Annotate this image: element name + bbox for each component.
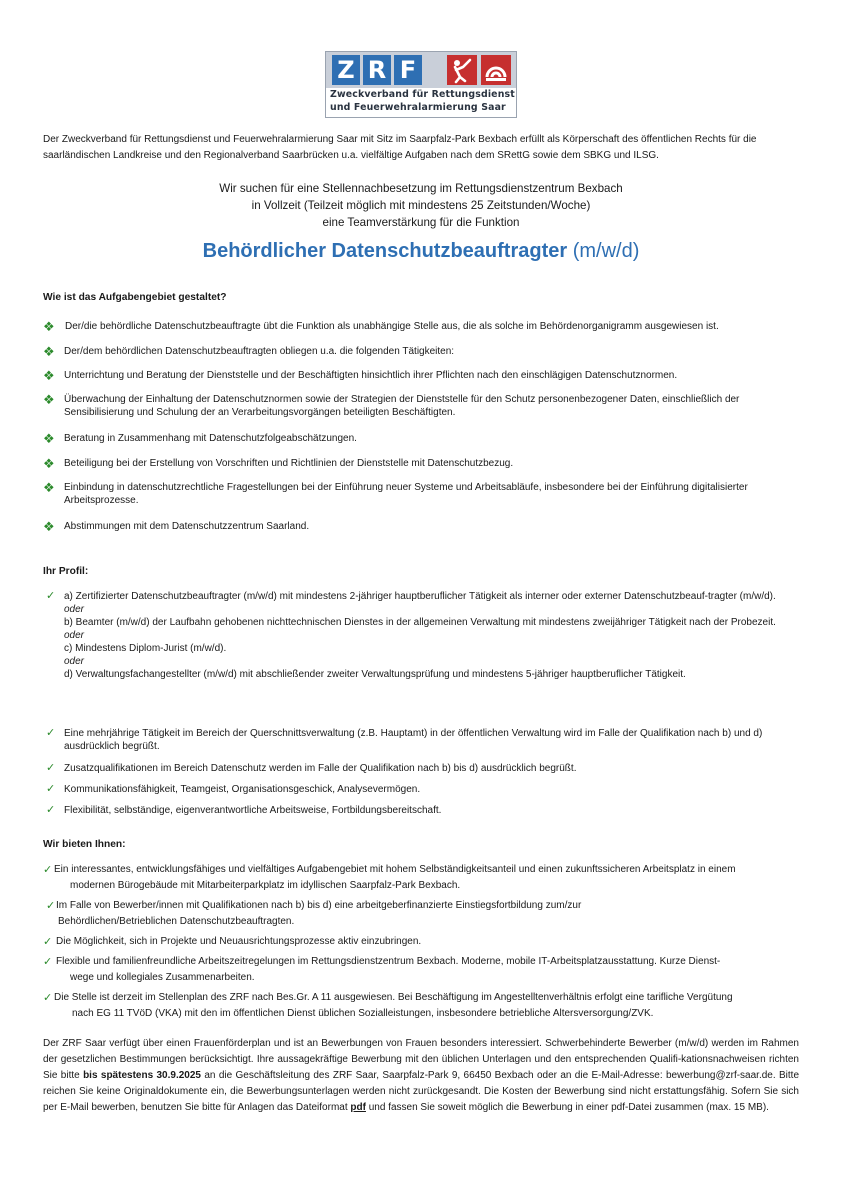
checkmark-icon: ✓: [46, 804, 56, 816]
diamond-bullet-icon: ❖: [43, 392, 55, 407]
checkmark-icon: ✓: [43, 864, 53, 876]
zrf-logo: [325, 51, 517, 118]
qualification-b: b) Beamter (m/w/d) der Laufbahn gehobenen nichttechnischen Dienstes in der allgemeinen Verwaltung mit mindestens zweijähriger Tätigkeit nach der Probezeit.: [64, 617, 776, 628]
checkmark-icon: ✓: [43, 992, 53, 1004]
task-text: Unterrichtung und Beratung der Dienststelle und der Beschäftigten hinsichtlich ihrer Pflichten nach den einschlägigen Datenschutznormen.: [64, 370, 678, 381]
task-text: Einbindung in datenschutzrechtliche Fragestellungen bei der Einführung neuer Systeme und Arbeitsabläufe, insbesondere bei der Einführung digitalisierter Arbeitsprozesse.: [64, 482, 748, 506]
offer-text: Ein interessantes, entwicklungsfähiges und vielfältiges Aufgabengebiet mit hohem Selbständigkeitsanteil und einen zukunftssicheren Arbeitsplatz in einem: [54, 864, 736, 875]
logo-letter-f: F: [394, 55, 422, 85]
job-title-suffix: (m/w/d): [572, 240, 640, 262]
notice-text: und fassen Sie soweit möglich die Bewerbung in einer pdf-Datei zusammen (max. 15 MB).: [365, 1102, 769, 1113]
logo-text-line2: und Feuerwehralarmierung Saar: [330, 102, 506, 113]
task-text: Der/die behördliche Datenschutzbeauftragte übt die Funktion als unabhängige Stelle aus, die als solche im Behördenorganigramm ausgewiesen ist.: [65, 321, 719, 332]
or-label: oder: [64, 656, 85, 667]
offer-text-cont: nach EG 11 TVöD (VKA) mit den im öffentlichen Dienst üblichen Sozialleistungen, insbesondere betriebliche Altersversorgung/ZVK.: [72, 1008, 654, 1019]
offer-text: Flexible und familienfreundliche Arbeitszeitregelungen im Rettungsdienstzentrum Bexbach. Moderne, mobile IT-Arbeitsplatzausstattung. Kurze Dienst-: [56, 956, 721, 967]
alarm-signal-icon: [481, 55, 511, 85]
diamond-bullet-icon: ❖: [43, 319, 55, 334]
task-text: Beratung in Zusammenhang mit Datenschutzfolgeabschätzungen.: [64, 433, 357, 444]
logo-text-line1: Zweckverband für Rettungsdienst: [330, 89, 515, 100]
job-title-main: Behördlicher Datenschutzbeauftragter: [202, 240, 568, 262]
profile-heading: Ihr Profil:: [43, 566, 89, 577]
offer-text: Die Möglichkeit, sich in Projekte und Neuausrichtungsprozesse aktiv einzubringen.: [56, 936, 422, 947]
offer-text-cont: Behördlichen/Betrieblichen Datenschutzbeauftragten.: [58, 916, 295, 927]
deadline: bis spätestens 30.9.2025: [83, 1070, 201, 1081]
profile-text: Zusatzqualifikationen im Bereich Datenschutz werden im Falle der Qualifikation nach b) bis d) ausdrücklich begrüßt.: [64, 763, 577, 774]
diamond-bullet-icon: ❖: [43, 368, 55, 383]
search-line-3: eine Teamverstärkung für die Funktion: [322, 216, 520, 229]
or-label: oder: [64, 630, 85, 641]
profile-text: Flexibilität, selbständige, eigenverantwortliche Arbeitsweise, Fortbildungsbereitschaft.: [64, 805, 442, 816]
diamond-bullet-icon: ❖: [43, 480, 55, 495]
profile-text: Eine mehrjährige Tätigkeit im Bereich der Querschnittsverwaltung (z.B. Hauptamt) in der öffentlichen Verwaltung wird im Falle der Qualifikation nach b) und d) ausdrücklich begrüßt.: [64, 728, 763, 752]
offer-text: Die Stelle ist derzeit im Stellenplan des ZRF nach Bes.Gr. A 11 ausgewiesen. Bei Beschäftigung im Angestelltenverhältnis erfolgt eine tarifliche Vergütung: [54, 992, 733, 1003]
checkmark-icon: ✓: [43, 936, 53, 948]
notice-text: Der ZRF Saar verfügt über einen Frauenförderplan und ist an Bewerbungen von Frauen besonders interessiert. Schwerbehinderte Bewerber (m/w/d) werden im Rahmen der gesetzlichen Bestimmungen berücksichtigt. Ihre aussagekräftige Bewerbung mit den üblichen Unterlagen und den entsprechenden Qualifi-kationsnachweisen richten Sie bitte: [43, 1038, 799, 1081]
task-text: Beteiligung bei der Erstellung von Vorschriften und Richtlinien der Dienststelle mit Datenschutzbezug.: [64, 458, 514, 469]
tasks-heading: Wie ist das Aufgabengebiet gestaltet?: [43, 292, 227, 303]
checkmark-icon: ✓: [46, 590, 56, 602]
diamond-bullet-icon: ❖: [43, 519, 55, 534]
application-notice: [43, 1036, 799, 1116]
rescue-person-icon: [447, 55, 477, 85]
task-text: Überwachung der Einhaltung der Datenschutznormen sowie der Strategien der Dienststelle für den Schutz personenbezogener Daten, einschließlich der Sensibilisierung und Schulung der an Verarbeitungsvorgängen beteiligten Beschäftigten.: [64, 394, 740, 418]
logo-letter-z: Z: [332, 55, 360, 85]
checkmark-icon: ✓: [46, 783, 56, 795]
offer-text: Im Falle von Bewerber/innen mit Qualifikationen nach b) bis d) eine arbeitgeberfinanzierte Einstiegsfortbildung zum/zur: [56, 900, 582, 911]
logo-letter-r: R: [363, 55, 391, 85]
qualification-options-text: [64, 590, 806, 681]
checkmark-icon: ✓: [46, 762, 56, 774]
diamond-bullet-icon: ❖: [43, 431, 55, 446]
intro-paragraph: Der Zweckverband für Rettungsdienst und Feuerwehralarmierung Saar mit Sitz im Saarpfalz-Park Bexbach erfüllt als Körperschaft des öffentlichen Rechts für die saarländischen Landkreise und den Regionalverband Saarbrücken u.a. vielfältige Aufgaben nach dem SRettG sowie dem SBKG und ILSG.: [43, 134, 757, 161]
job-title: [43, 240, 799, 263]
search-line-2: in Vollzeit (Teilzeit möglich mit mindestens 25 Zeitstunden/Woche): [251, 199, 591, 212]
notice-text: an die Geschäftsleitung des ZRF Saar, Saarpfalz-Park 9, 66450 Bexbach oder an die E-Mail-Adresse: bewerbung@zrf-saar.de. Bitte reichen Sie keine Originaldokumente ein, die Bewerbungsunterlagen werden nicht zurückgesandt. Die Kosten der Bewerbung sind nicht erstattungsfähig. Sofern Sie sich per E-Mail bewerben, benutzen Sie bitte für Anlagen das Dateiformat: [43, 1070, 800, 1113]
qualification-c: c) Mindestens Diplom-Jurist (m/w/d).: [64, 643, 227, 654]
file-format: pdf: [350, 1102, 366, 1113]
task-text: Der/dem behördlichen Datenschutzbeauftragten obliegen u.a. die folgenden Tätigkeiten:: [64, 346, 455, 357]
task-text: Abstimmungen mit dem Datenschutzzentrum Saarland.: [64, 521, 310, 532]
qualification-d: d) Verwaltungsfachangestellter (m/w/d) mit abschließender zweiter Verwaltungsprüfung und mindestens 5-jähriger hauptberuflicher Tätigkeit.: [64, 669, 686, 680]
checkmark-icon: ✓: [43, 956, 53, 968]
checkmark-icon: ✓: [46, 727, 56, 739]
checkmark-icon: ✓: [46, 900, 56, 912]
offer-text-cont: modernen Bürogebäude mit Mitarbeiterparkplatz im idyllischen Saarpfalz-Park Bexbach.: [70, 880, 461, 891]
or-label: oder: [64, 604, 85, 615]
offer-text-cont: wege und kollegiales Zusammenarbeiten.: [70, 972, 255, 983]
qualification-a: a) Zertifizierter Datenschutzbeauftragter (m/w/d) mit mindestens 2-jähriger hauptberuflicher Tätigkeit als interner oder externer Datenschutzbeauf-tragter (m/w/d).: [64, 591, 776, 602]
offer-heading: Wir bieten Ihnen:: [43, 839, 126, 850]
profile-text: Kommunikationsfähigkeit, Teamgeist, Organisationsgeschick, Analysevermögen.: [64, 784, 421, 795]
diamond-bullet-icon: ❖: [43, 344, 55, 359]
search-line-1: Wir suchen für eine Stellennachbesetzung im Rettungsdienstzentrum Bexbach: [219, 182, 623, 195]
diamond-bullet-icon: ❖: [43, 456, 55, 471]
